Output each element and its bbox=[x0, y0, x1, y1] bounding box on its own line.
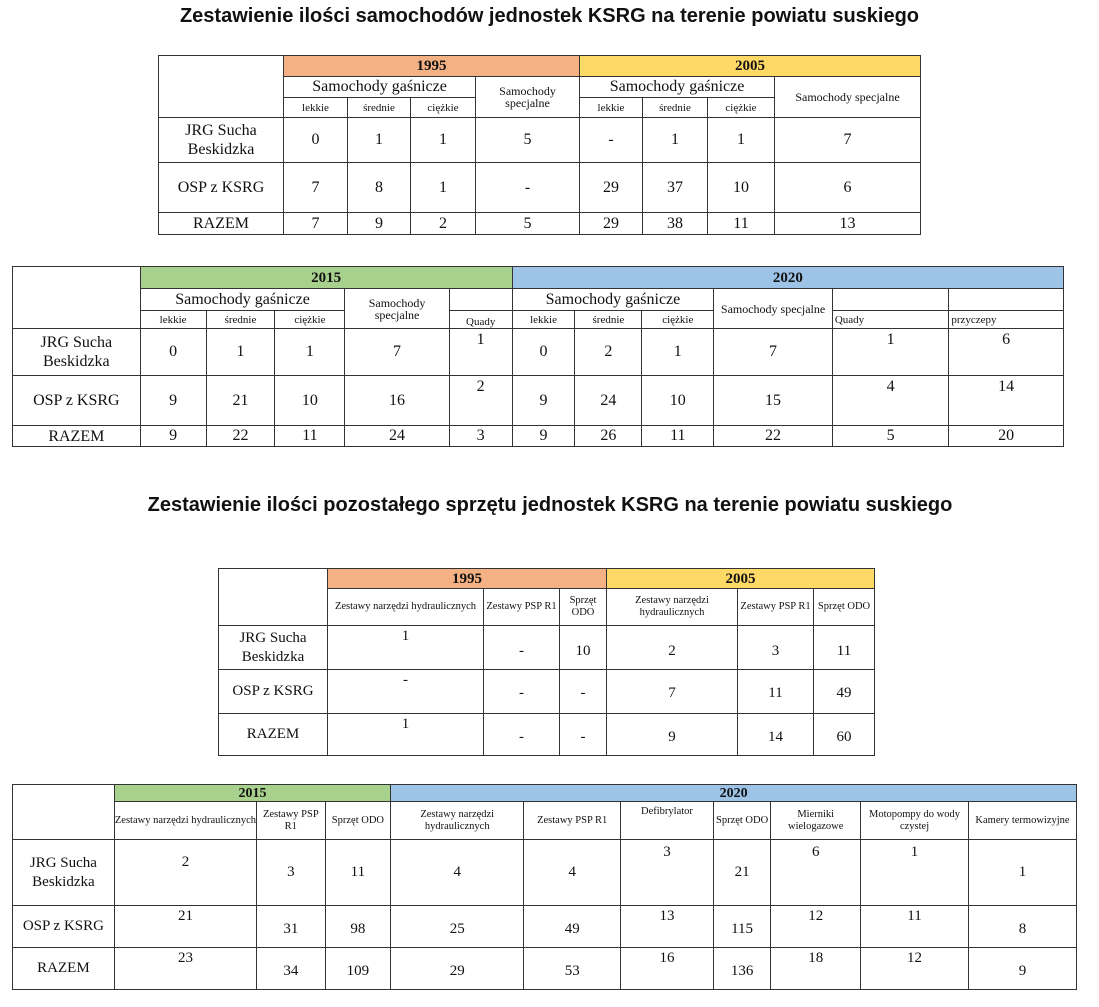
cell: 7 bbox=[284, 213, 348, 235]
col-quady: Quady bbox=[832, 311, 949, 329]
cell: 1 bbox=[832, 329, 949, 376]
cell: 22 bbox=[206, 426, 275, 447]
col-motopompy: Motopompy do wody czystej bbox=[861, 802, 969, 840]
year-header-2015: 2015 bbox=[114, 785, 390, 802]
cell: 2 bbox=[575, 329, 642, 376]
col-quady: Quady bbox=[449, 311, 512, 329]
cell: 14 bbox=[949, 376, 1064, 426]
gasnicze-header: Samochody gaśnicze bbox=[512, 289, 714, 311]
row-label-osp: OSP z KSRG bbox=[13, 906, 115, 948]
cell: 109 bbox=[325, 948, 391, 990]
cell: 7 bbox=[714, 329, 833, 376]
row-label-razem: RAZEM bbox=[219, 714, 328, 756]
cell: 1 bbox=[206, 329, 275, 376]
col-hydr: Zestawy narzędzi hydraulicznych bbox=[391, 802, 524, 840]
col-lekkie: lekkie bbox=[580, 98, 643, 118]
cell: 1 bbox=[861, 840, 969, 906]
cell: 136 bbox=[713, 948, 770, 990]
cell: 0 bbox=[140, 329, 206, 376]
cell: - bbox=[484, 670, 560, 714]
cell: 3 bbox=[257, 840, 326, 906]
col-psp: Zestawy PSP R1 bbox=[738, 589, 814, 626]
cell: 2 bbox=[607, 626, 738, 670]
col-kamery: Kamery termowizyjne bbox=[968, 802, 1076, 840]
cell: 13 bbox=[621, 906, 714, 948]
col-srednie: średnie bbox=[643, 98, 708, 118]
cell: 3 bbox=[738, 626, 814, 670]
cell: 7 bbox=[607, 670, 738, 714]
title-equipment: Zestawienie ilości pozostałego sprzętu jednostek KSRG na terenie powiatu suskiego bbox=[147, 494, 953, 516]
cell: 115 bbox=[713, 906, 770, 948]
col-odo: Sprzęt ODO bbox=[325, 802, 391, 840]
table-equipment-1995-2005 bbox=[218, 568, 875, 756]
cell: 24 bbox=[345, 426, 449, 447]
cell: 7 bbox=[345, 329, 449, 376]
col-hydr: Zestawy narzędzi hydraulicznych bbox=[114, 802, 256, 840]
row-label-jrg: JRG Sucha Beskidzka bbox=[13, 840, 115, 906]
cell: 11 bbox=[738, 670, 814, 714]
corner-cell bbox=[219, 569, 328, 626]
cell: 49 bbox=[524, 906, 621, 948]
cell: 9 bbox=[607, 714, 738, 756]
col-psp: Zestawy PSP R1 bbox=[484, 589, 560, 626]
cell: 5 bbox=[476, 213, 580, 235]
cell: 1 bbox=[449, 329, 512, 376]
cell: 13 bbox=[775, 213, 921, 235]
col-hydr: Zestawy narzędzi hydraulicznych bbox=[328, 589, 484, 626]
gasnicze-header: Samochody gaśnicze bbox=[284, 77, 476, 98]
col-ciezkie: ciężkie bbox=[275, 311, 345, 329]
cell: 7 bbox=[284, 163, 348, 213]
corner-cell bbox=[13, 267, 141, 329]
col-mierniki: Mierniki wielogazowe bbox=[771, 802, 861, 840]
cell: 4 bbox=[832, 376, 949, 426]
col-lekkie: lekkie bbox=[512, 311, 575, 329]
cell: 2 bbox=[411, 213, 476, 235]
col-ciezkie: ciężkie bbox=[411, 98, 476, 118]
row-label-jrg: JRG Sucha Beskidzka bbox=[219, 626, 328, 670]
cell: 60 bbox=[814, 714, 875, 756]
cell: 34 bbox=[257, 948, 326, 990]
cell: 5 bbox=[476, 118, 580, 163]
cell: 29 bbox=[580, 213, 643, 235]
title-vehicles: Zestawienie ilości samochodów jednostek KSRG na terenie powiatu suskiego bbox=[179, 5, 920, 27]
cell: 11 bbox=[814, 626, 875, 670]
cell: 9 bbox=[140, 426, 206, 447]
cell: 6 bbox=[771, 840, 861, 906]
col-hydr: Zestawy narzędzi hydraulicznych bbox=[607, 589, 738, 626]
col-srednie: średnie bbox=[206, 311, 275, 329]
cell: 9 bbox=[968, 948, 1076, 990]
cell: 20 bbox=[949, 426, 1064, 447]
cell: 9 bbox=[512, 426, 575, 447]
cell: 2 bbox=[449, 376, 512, 426]
cell: 6 bbox=[775, 163, 921, 213]
cell: 9 bbox=[140, 376, 206, 426]
cell: 1 bbox=[642, 329, 714, 376]
col-lekkie: lekkie bbox=[284, 98, 348, 118]
year-header-1995: 1995 bbox=[284, 56, 580, 77]
specjalne-header: Samochody specjalne bbox=[775, 77, 921, 118]
col-psp: Zestawy PSP R1 bbox=[257, 802, 326, 840]
cell: 14 bbox=[738, 714, 814, 756]
col-ciezkie: ciężkie bbox=[642, 311, 714, 329]
cell: 11 bbox=[325, 840, 391, 906]
cell: - bbox=[484, 714, 560, 756]
col-psp: Zestawy PSP R1 bbox=[524, 802, 621, 840]
cell: 24 bbox=[575, 376, 642, 426]
cell: 0 bbox=[512, 329, 575, 376]
table-vehicles-1995-2005 bbox=[158, 55, 921, 235]
col-ciezkie: ciężkie bbox=[708, 98, 775, 118]
row-label-osp: OSP z KSRG bbox=[13, 376, 141, 426]
cell: 11 bbox=[642, 426, 714, 447]
cell: - bbox=[476, 163, 580, 213]
cell: 11 bbox=[275, 426, 345, 447]
year-header-2005: 2005 bbox=[607, 569, 875, 589]
specjalne-header: Samochody specjalne bbox=[345, 289, 449, 329]
blank-cell bbox=[449, 289, 512, 311]
blank-cell bbox=[832, 289, 949, 311]
cell: 16 bbox=[345, 376, 449, 426]
cell: 49 bbox=[814, 670, 875, 714]
cell: 9 bbox=[512, 376, 575, 426]
cell: 16 bbox=[621, 948, 714, 990]
year-header-2020: 2020 bbox=[391, 785, 1077, 802]
cell: 10 bbox=[275, 376, 345, 426]
row-label-jrg: JRG Sucha Beskidzka bbox=[159, 118, 284, 163]
cell: 29 bbox=[580, 163, 643, 213]
blank-cell bbox=[949, 289, 1064, 311]
cell: 1 bbox=[643, 118, 708, 163]
cell: 8 bbox=[348, 163, 411, 213]
gasnicze-header: Samochody gaśnicze bbox=[580, 77, 775, 98]
cell: 21 bbox=[114, 906, 256, 948]
cell: 0 bbox=[284, 118, 348, 163]
cell: 9 bbox=[348, 213, 411, 235]
cell: 11 bbox=[708, 213, 775, 235]
year-header-2005: 2005 bbox=[580, 56, 921, 77]
cell: 12 bbox=[771, 906, 861, 948]
cell: 1 bbox=[968, 840, 1076, 906]
cell: 22 bbox=[714, 426, 833, 447]
col-odo: Sprzęt ODO bbox=[814, 589, 875, 626]
table-equipment-2015-2020 bbox=[12, 784, 1077, 990]
cell: 1 bbox=[275, 329, 345, 376]
cell: 23 bbox=[114, 948, 256, 990]
row-label-osp: OSP z KSRG bbox=[159, 163, 284, 213]
cell: 38 bbox=[643, 213, 708, 235]
table-vehicles-2015-2020 bbox=[12, 266, 1064, 447]
cell: 25 bbox=[391, 906, 524, 948]
year-header-1995: 1995 bbox=[328, 569, 607, 589]
cell: 7 bbox=[775, 118, 921, 163]
corner-cell bbox=[159, 56, 284, 118]
row-label-jrg: JRG Sucha Beskidzka bbox=[13, 329, 141, 376]
cell: 21 bbox=[206, 376, 275, 426]
row-label-razem: RAZEM bbox=[159, 213, 284, 235]
cell: 11 bbox=[861, 906, 969, 948]
col-lekkie: lekkie bbox=[140, 311, 206, 329]
cell: - bbox=[580, 118, 643, 163]
cell: 26 bbox=[575, 426, 642, 447]
row-label-razem: RAZEM bbox=[13, 948, 115, 990]
cell: 10 bbox=[642, 376, 714, 426]
cell: 37 bbox=[643, 163, 708, 213]
cell: 6 bbox=[949, 329, 1064, 376]
row-label-osp: OSP z KSRG bbox=[219, 670, 328, 714]
cell: 31 bbox=[257, 906, 326, 948]
cell: 53 bbox=[524, 948, 621, 990]
cell: 10 bbox=[708, 163, 775, 213]
cell: 15 bbox=[714, 376, 833, 426]
cell: 5 bbox=[832, 426, 949, 447]
corner-cell bbox=[13, 785, 115, 840]
cell: 1 bbox=[411, 163, 476, 213]
cell: 3 bbox=[621, 840, 714, 906]
specjalne-header: Samochody specjalne bbox=[476, 77, 580, 118]
cell: - bbox=[560, 714, 607, 756]
cell: 10 bbox=[560, 626, 607, 670]
row-label-razem: RAZEM bbox=[13, 426, 141, 447]
cell: 12 bbox=[861, 948, 969, 990]
col-defib: Defibrylator bbox=[621, 802, 714, 840]
year-header-2020: 2020 bbox=[512, 267, 1063, 289]
col-odo: Sprzęt ODO bbox=[713, 802, 770, 840]
cell: - bbox=[484, 626, 560, 670]
cell: 1 bbox=[348, 118, 411, 163]
cell: 21 bbox=[713, 840, 770, 906]
specjalne-header: Samochody specjalne bbox=[714, 289, 833, 329]
gasnicze-header: Samochody gaśnicze bbox=[140, 289, 345, 311]
cell: 3 bbox=[449, 426, 512, 447]
cell: 8 bbox=[968, 906, 1076, 948]
cell: 2 bbox=[114, 840, 256, 906]
col-odo: Sprzęt ODO bbox=[560, 589, 607, 626]
cell: 18 bbox=[771, 948, 861, 990]
year-header-2015: 2015 bbox=[140, 267, 512, 289]
cell: 1 bbox=[708, 118, 775, 163]
cell: - bbox=[560, 670, 607, 714]
cell: 1 bbox=[328, 626, 484, 670]
cell: 98 bbox=[325, 906, 391, 948]
cell: 4 bbox=[524, 840, 621, 906]
cell: 4 bbox=[391, 840, 524, 906]
cell: - bbox=[328, 670, 484, 714]
cell: 29 bbox=[391, 948, 524, 990]
col-srednie: średnie bbox=[348, 98, 411, 118]
cell: 1 bbox=[328, 714, 484, 756]
col-przyczepy: przyczepy bbox=[949, 311, 1064, 329]
col-srednie: średnie bbox=[575, 311, 642, 329]
cell: 1 bbox=[411, 118, 476, 163]
